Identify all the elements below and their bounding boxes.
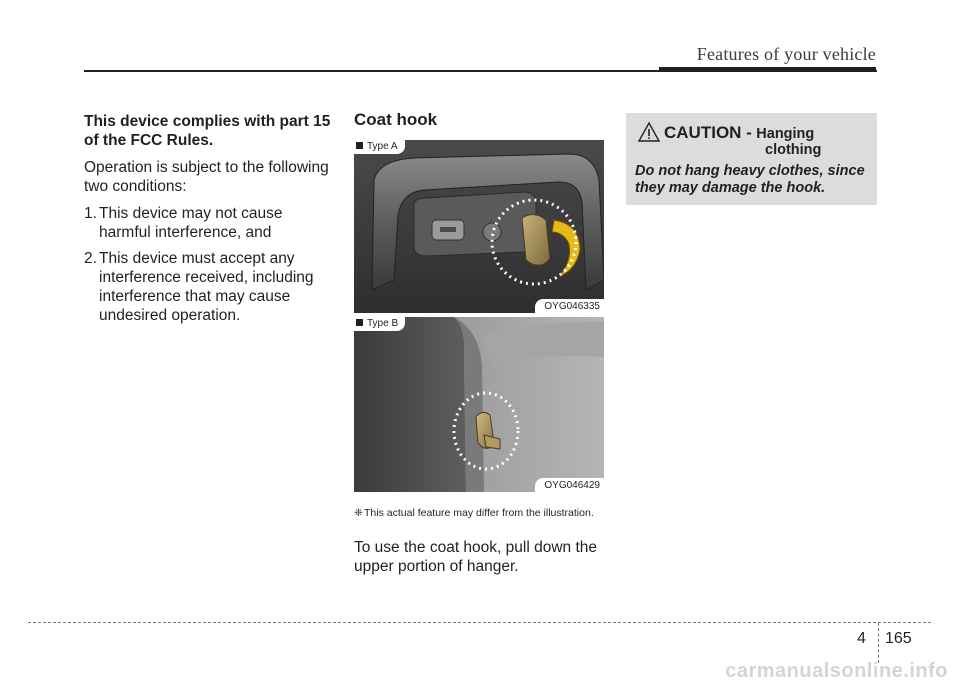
square-bullet-icon: [356, 319, 363, 326]
fcc-compliance-statement: This device complies with part 15 of the FCC Rules.: [84, 113, 331, 149]
figure-label-text: Type B: [367, 318, 399, 329]
caution-box: [626, 113, 877, 205]
footer-divider: [878, 623, 879, 663]
caution-word: CAUTION -: [664, 123, 752, 142]
left-column: [84, 112, 336, 332]
coat-hook-section: [354, 110, 606, 576]
list-text: This device must accept any interference received, including interference that may cause undesired operation.: [99, 250, 314, 324]
list-item: [84, 204, 336, 242]
note-mark: ❈: [354, 507, 363, 519]
warning-triangle-icon: [638, 122, 660, 142]
header-rule-thick: [659, 67, 876, 72]
caution-body: Do not hang heavy clothes, since they may damage the hook.: [635, 163, 865, 196]
operation-conditions-lead: Operation is subject to the following two conditions:: [84, 159, 329, 195]
illustration-note: [354, 507, 606, 520]
list-text: This device may not cause harmful interference, and: [99, 205, 283, 241]
pillar-hook-drawing: [354, 317, 604, 492]
caution-heading: [664, 123, 814, 143]
note-text: This actual feature may differ from the illustration.: [364, 507, 594, 519]
watermark: carmanualsonline.info: [725, 660, 948, 682]
section-title: Coat hook: [354, 110, 438, 129]
list-number: 1.: [84, 205, 97, 222]
coat-hook-illustration-type-b: [354, 317, 604, 492]
caution-title-line1: Hanging: [756, 126, 815, 142]
caution-title-line2: clothing: [765, 142, 822, 158]
figure-code: OYG046429: [535, 478, 604, 492]
footer-rule: [28, 622, 931, 623]
figure-code: OYG046335: [535, 299, 604, 313]
coat-hook-instruction: To use the coat hook, pull down the upper portion of hanger.: [354, 539, 597, 575]
page-number: 165: [885, 630, 912, 647]
grab-handle-hook-drawing: [354, 140, 604, 313]
list-number: 2.: [84, 250, 97, 267]
figure-label-text: Type A: [367, 141, 398, 152]
header-title: Features of your vehicle: [696, 44, 876, 64]
coat-hook-illustration-type-a: [354, 140, 604, 313]
square-bullet-icon: [356, 142, 363, 149]
figure-label: [354, 140, 405, 154]
figure-label: [354, 317, 405, 331]
chapter-number: 4: [857, 630, 866, 647]
list-item: [84, 249, 336, 325]
